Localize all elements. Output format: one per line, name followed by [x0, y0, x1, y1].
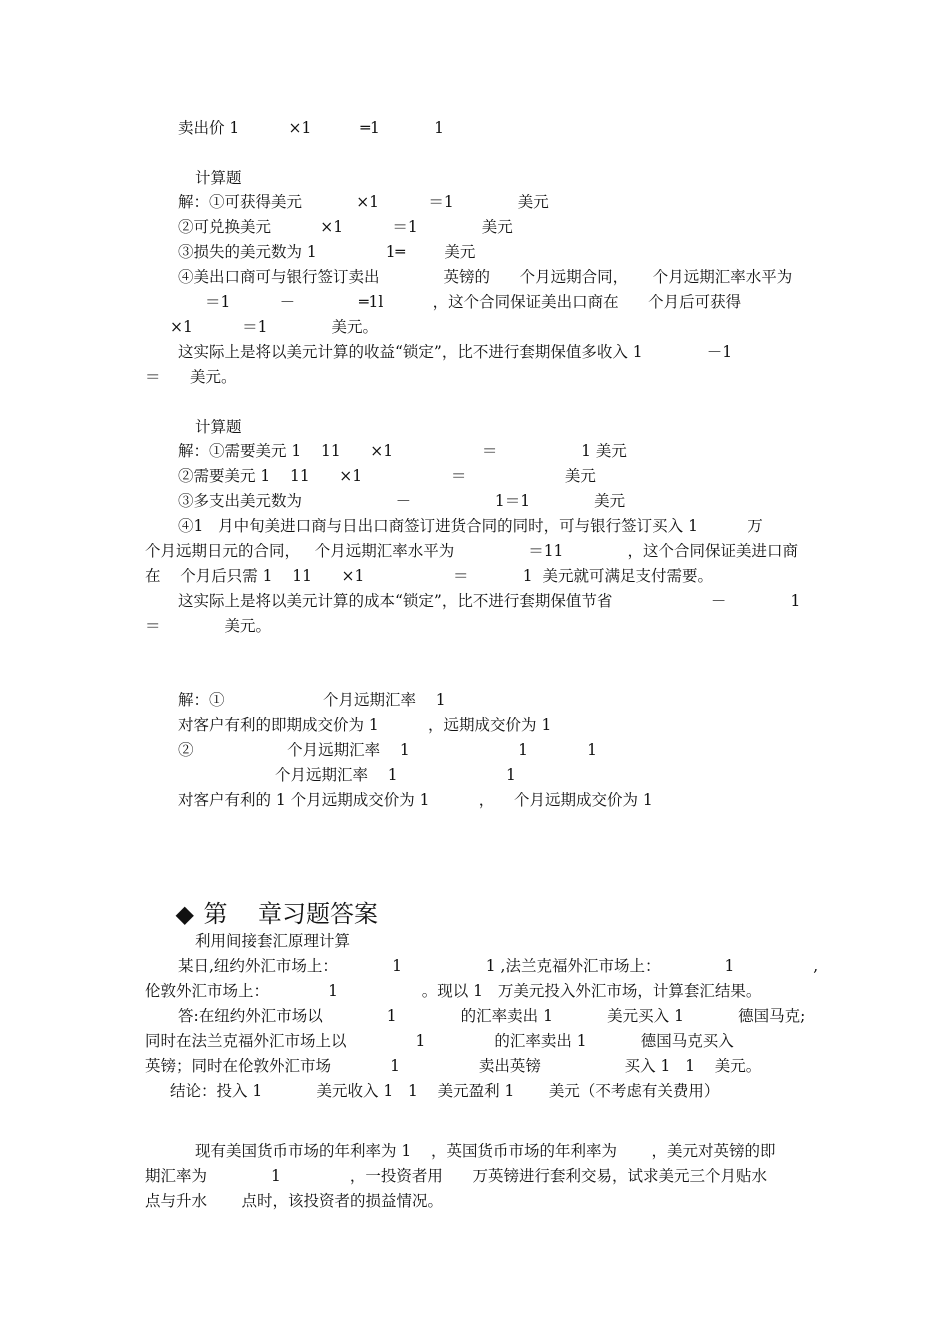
arbitrage-line-1: 某日,纽约外汇市场上： 1 1 ,法兰克福外汇市场上： 1 , [178, 957, 819, 975]
calc1-line-5: ＝1 － ═1l ，这个合同保证美出口商在 个月后可获得 [205, 293, 742, 311]
calc2-line-4: ④1 月中旬美进口商与日出口商签订进货合同的同时，可与银行签订买入 1 万 [178, 517, 763, 535]
calc1-line-3: ③损失的美元数为 1 1═ 美元 [178, 243, 476, 261]
calc2-line-1: 解：①需要美元 1 11 ×1 ＝ 1 美元 [178, 442, 627, 460]
calc1-line-6: ×1 ＝1 美元。 [170, 318, 379, 336]
calc1-title: 计算题 [195, 169, 242, 187]
calc1-line-8: ＝ 美元。 [145, 368, 237, 386]
arbitrage-title: 利用间接套汇原理计算 [195, 932, 351, 950]
solution3-line-4: 个月远期汇率 1 1 [275, 766, 516, 784]
calc2-line-5: 个月远期日元的合同， 个月远期汇率水平为 ＝11 ，这个合同保证美进口商 [145, 542, 798, 560]
calc2-line-6: 在 个月后只需 1 11 ×1 ＝ 1 美元就可满足支付需要。 [145, 567, 713, 585]
interest-line-1: 现有美国货币市场的年利率为 1 ，英国货币市场的年利率为 ，美元对英镑的即 [195, 1142, 776, 1160]
sell-price-line: 卖出价 1 ×1 ═1 1 [178, 119, 444, 137]
chapter-heading [145, 860, 379, 928]
calc2-title: 计算题 [195, 418, 242, 436]
interest-line-3: 点与升水 点时，该投资者的损益情况。 [145, 1192, 443, 1210]
solution3-line-5: 对客户有利的 1 个月远期成交价为 1 ， 个月远期成交价为 1 [178, 791, 653, 809]
calc2-line-3: ③多支出美元数为 － 1＝1 美元 [178, 492, 626, 510]
arbitrage-line-3: 答:在纽约外汇市场以 1 的汇率卖出 1 美元买入 1 德国马克; [178, 1007, 806, 1025]
calc1-line-2: ②可兑换美元 ×1 ＝1 美元 [178, 218, 513, 236]
arbitrage-line-5: 英镑；同时在伦敦外汇市场 1 卖出英镑 买入 1 1 美元。 [145, 1057, 762, 1075]
solution3-line-1: 解：① 个月远期汇率 1 [178, 691, 446, 709]
interest-line-2: 期汇率为 1 ，一投资者用 万英镑进行套利交易，试求美元三个月贴水 [145, 1167, 767, 1185]
solution3-line-2: 对客户有利的即期成交价为 1 ，远期成交价为 1 [178, 716, 552, 734]
solution3-line-3: ② 个月远期汇率 1 1 1 [178, 741, 597, 759]
calc2-line-8: ＝ 美元。 [145, 617, 272, 635]
diamond-bullet-icon: ◆ [175, 900, 194, 928]
calc2-line-2: ②需要美元 1 11 ×1 ＝ 美元 [178, 467, 596, 485]
arbitrage-line-2: 伦敦外汇市场上： 1 。现以 1 万美元投入外汇市场，计算套汇结果。 [145, 982, 762, 1000]
calc1-line-7: 这实际上是将以美元计算的收益“锁定”，比不进行套期保值多收入 1 －1 [178, 343, 733, 361]
calc1-line-1: 解：①可获得美元 ×1 ＝1 美元 [178, 193, 549, 211]
calc1-line-4: ④美出口商可与银行签订卖出 英镑的 个月远期合同， 个月远期汇率水平为 [178, 268, 793, 286]
calc2-line-7: 这实际上是将以美元计算的成本“锁定”，比不进行套期保值节省 － 1 [178, 592, 801, 610]
arbitrage-line-6: 结论：投入 1 美元收入 1 1 美元盈利 1 美元（不考虑有关费用） [170, 1082, 720, 1100]
arbitrage-line-4: 同时在法兰克福外汇市场上以 1 的汇率卖出 1 德国马克买入 [145, 1032, 734, 1050]
chapter-title: 第 章习题答案 [203, 900, 379, 928]
